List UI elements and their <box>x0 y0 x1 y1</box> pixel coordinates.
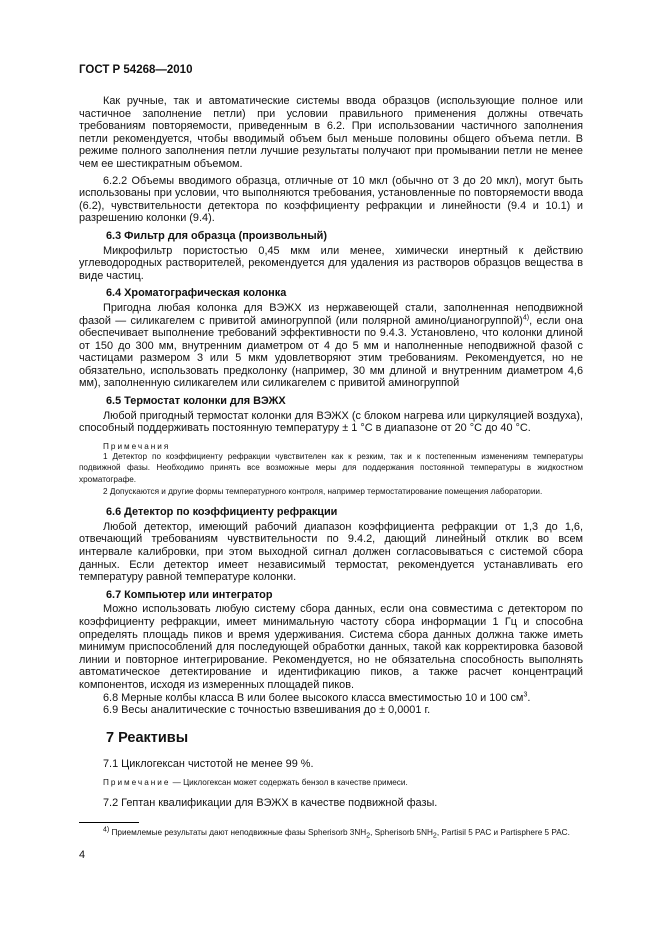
note-7-1-text: — Циклогексан может содержать бензол в качестве примеси. <box>170 778 408 788</box>
footnote-text-c: , Partisil 5 PAC и Partisphere 5 PAC. <box>436 827 570 837</box>
heading-6-4: 6.4 Хроматографическая колонка <box>106 287 287 300</box>
paragraph-6-4 <box>79 302 583 390</box>
page-number: 4 <box>79 849 86 861</box>
footnote-mark: 4) <box>103 825 110 833</box>
notes-heading: Примечания <box>103 441 171 451</box>
paragraph-6-8-text: 6.8 Мерные колбы класса В или более высокого класса вместимостью 10 и 100 см <box>103 691 524 704</box>
footnote-sub-2: 2 <box>432 832 437 840</box>
footnote-ref-4: 4) <box>522 313 530 321</box>
heading-6-5: 6.5 Термостат колонки для ВЭЖХ <box>106 395 286 408</box>
document-header: ГОСТ Р 54268—2010 <box>79 64 193 76</box>
note-2: 2 Допускаются и другие формы температурного контроля, например термостатирование помещения лаборатории. <box>103 486 543 496</box>
heading-6-6: 6.6 Детектор по коэффициенту рефракции <box>106 506 338 519</box>
paragraph-6-6: Любой детектор, имеющий рабочий диапазон коэффициента рефракции от 1,3 до 1,6, отвечающий требованиям чувствительности по 9.4.2, дающий линейный отклик во всем интервале калибровки, при этом выходной сигнал должен согласовываться с системой сбора данных. Если детектор имеет независимый термостат, рекомендуется устанавливать его температуру равной температуре колонки. <box>79 520 583 584</box>
paragraph-6-4-part1: Пригодна любая колонка для ВЭЖХ из нержавеющей стали, заполненная неподвижной фазой — силикагелем с привитой аминогруппой (или полярной амино/цианогруппой) <box>79 301 583 327</box>
heading-7: 7 Реактивы <box>106 729 189 746</box>
footnote-divider <box>79 822 139 823</box>
page-content <box>79 95 583 838</box>
note-7-1 <box>79 777 583 789</box>
heading-6-7: 6.7 Компьютер или интегратор <box>106 588 273 601</box>
note-1: 1 Детектор по коэффициенту рефракции чувствителен как к резким, так и к постепенным изменениям температуры подвижной фазы. Необходимо принять все возможные меры для поддержания постоянной температуры в жидкостном хроматографе. <box>79 451 583 485</box>
paragraph-6-5: Любой пригодный термостат колонки для ВЭЖХ (с блоком нагрева или циркуляцией воздуха), способный поддерживать постоянную температуру ± 1 °С в диапазоне от 20 °С до 40 °С. <box>79 409 583 435</box>
superscript-3: 3 <box>523 690 528 698</box>
paragraph-7-1: 7.1 Циклогексан чистотой не менее 99 %. <box>103 757 314 770</box>
paragraph-7-2: 7.2 Гептан квалификации для ВЭЖХ в качестве подвижной фазы. <box>103 796 438 809</box>
paragraph-6-8 <box>79 692 583 705</box>
paragraph-6-9: 6.9 Весы аналитические с точностью взвешивания до ± 0,0001 г. <box>103 704 431 717</box>
footnote-sub-1: 2 <box>366 832 371 840</box>
paragraph-6-7: Можно использовать любую систему сбора данных, если она совместима с детектором по коэффициенту рефракции, имеет минимальную частоту сбора информации 1 Гц и способна определять площадь пиков и время удерживания. Система сбора данных должна также иметь минимум приспособлений для последующей обработки данных, такой как корректировка базовой линии и повторное интегрирование. Рекомендуется, но не обязательна способность выполнять автоматическое детектирование и идентификацию пиков, а также расчет концентраций компонентов, исходя из измеренных площадей пиков. <box>79 603 583 691</box>
footnote-text-b: , Spherisorb 5NH <box>370 827 433 837</box>
paragraph-6-3: Микрофильтр пористостью 0,45 мкм или менее, химически инертный к действию углеводородных растворителей, рекомендуется для удаления из растворов образцов вещества в виде частиц. <box>79 244 583 282</box>
note-7-1-label: Примечание <box>103 778 171 788</box>
footnote-4 <box>79 827 583 839</box>
footnote-text-a: Приемлемые результаты дают неподвижные фазы Spherisorb 3NH <box>109 827 367 837</box>
paragraph-6-4-part2: , если она обеспечивает выполнение требований эффективности по 9.4.3. Установлено, что колонки длиной от 150 до 300 мм, внутренним диаметром от 4 до 5 мм и наполненные неподвижной фазой с частицами размером 3 или 5 мкм удовлетворяют этим требованиям. Рекомендуется, но не обязательно, использовать предколонку (например, 30 мм длиной и внутренним диаметром 4,6 мм), заполненную силикагелем или силикагелем с привитой аминогруппой <box>79 314 583 390</box>
heading-6-3: 6.3 Фильтр для образца (произвольный) <box>106 229 327 242</box>
paragraph-6-2-2: 6.2.2 Объемы вводимого образца, отличные от 10 мкл (обычно от 3 до 20 мкл), могут быть использованы при условии, что выполняются требования, установленные по повторяемости ввода (6.2), чувствительности детектора по коэффициенту рефракции и линейности (9.4 и 10.1) и разрешению колонки (9.4). <box>79 174 583 225</box>
paragraph-intro: Как ручные, так и автоматические системы ввода образцов (использующие полное или частичное заполнение петли) при условии правильного применения должны отвечать требованиям повторяемости, приведенным в 6.2. При использовании частичного заполнения петли рекомендуется, чтобы вводимый объем был меньше половины общего объема петли. В режиме полного заполнения петли лучшие результаты получают при промывании петли не менее чем ее шестикратным объемом. <box>79 95 583 170</box>
paragraph-6-8-end: . <box>527 691 531 704</box>
